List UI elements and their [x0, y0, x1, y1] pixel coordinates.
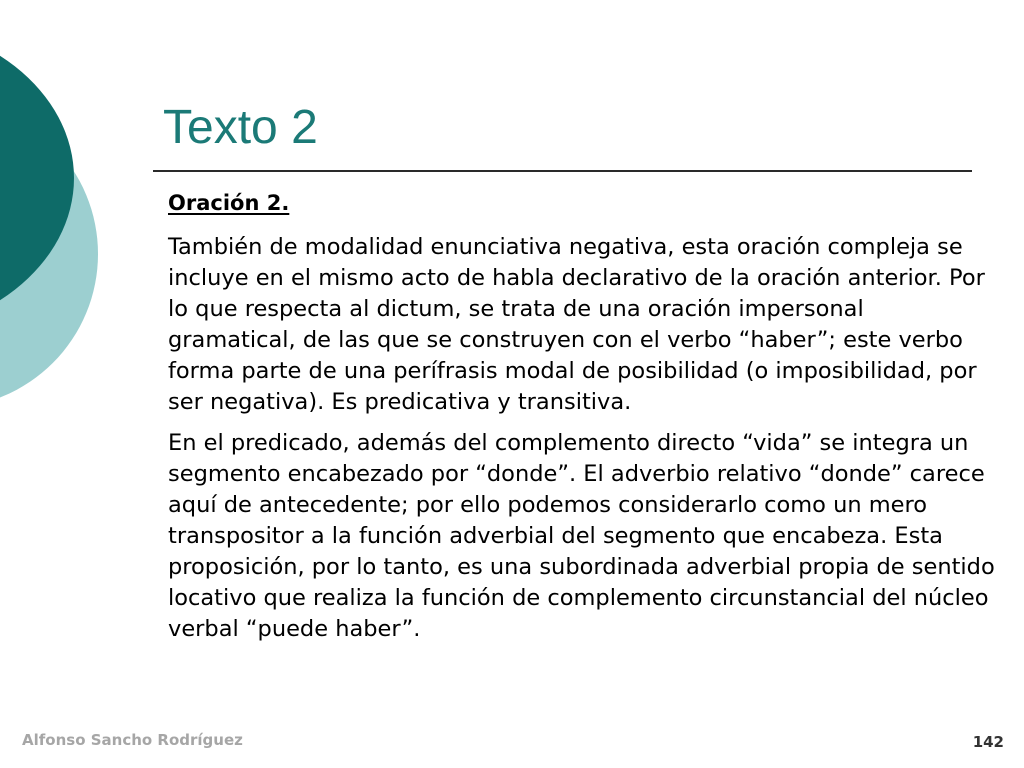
page-number: 142: [972, 733, 1004, 751]
title-divider: [153, 170, 972, 172]
footer-author: Alfonso Sancho Rodríguez: [22, 731, 243, 749]
slide-body: [168, 188, 998, 655]
section-heading: Oración 2.: [168, 191, 290, 215]
paragraph-2: En el predicado, además del complemento directo “vida” se integra un segmento encabezado por “donde”. El adverbio relativo “donde” carece aquí de antecedente; por ello podemos considerarlo como un mero transpositor a la función adverbial del segmento que encabeza. Esta proposición, por lo tanto, es una subordinada adverbial propia de sentido locativo que realiza la función de complemento circunstancial del núcleo verbal “puede haber”.: [168, 430, 995, 642]
paragraph-1: También de modalidad enunciativa negativa, esta oración compleja se incluye en el mismo acto de habla declarativo de la oración anterior. Por lo que respecta al dictum, se trata de una oración impersonal gramatical, de las que se construyen con el verbo “haber”; este verbo forma parte de una perífrasis modal de posibilidad (o imposibilidad, por ser negativa). Es predicativa y transitiva.: [168, 234, 985, 415]
slide-title: Texto 2: [163, 101, 318, 154]
